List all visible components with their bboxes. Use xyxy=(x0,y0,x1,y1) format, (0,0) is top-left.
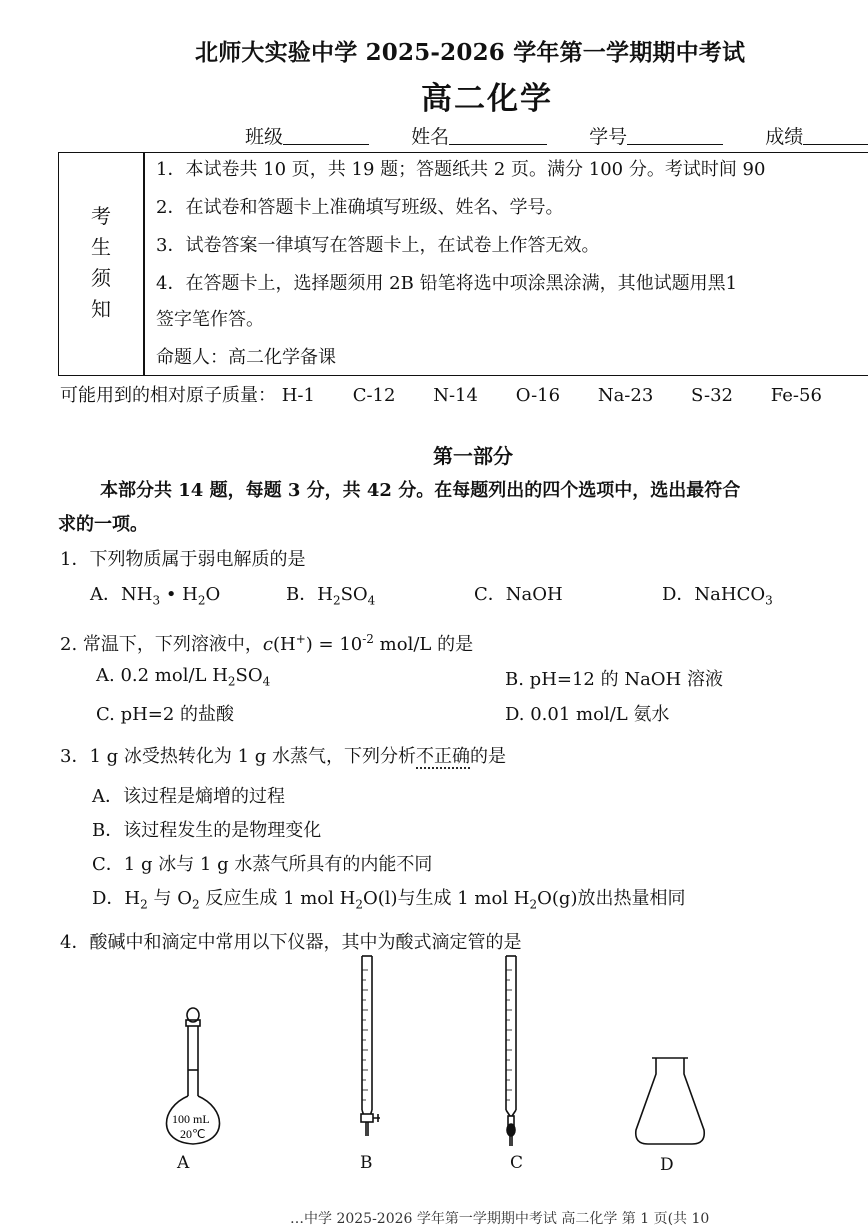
part-title: 第一部分 xyxy=(433,444,513,468)
atomic-mass-item: N-14 xyxy=(433,385,478,406)
class-blank[interactable] xyxy=(283,144,369,145)
notice-heading-char: 生 xyxy=(91,235,111,259)
q2-option-c[interactable]: C. pH=2 的盐酸 xyxy=(96,704,235,725)
flask-volume-text: 100 mL xyxy=(172,1112,210,1126)
part-instructions: 本部分共 14 题，每题 3 分，共 42 分。在每题列出的四个选项中，选出最符合 xyxy=(100,480,741,501)
q3-option-b[interactable]: B．该过程发生的是物理变化 xyxy=(92,820,322,841)
q2-option-d[interactable]: D. 0.01 mol/L 氨水 xyxy=(505,704,670,725)
part-instructions-cont: 求的一项。 xyxy=(58,514,148,535)
notice-line-3: 3．试卷答案一律填写在答题卡上，在试卷上作答无效。 xyxy=(156,235,600,256)
q1-option-b[interactable]: B．$H_2SO_4$ xyxy=(286,584,376,608)
atomic-mass-item: O-16 xyxy=(515,385,561,406)
notice-line-1: 1．本试卷共 10 页，共 19 题；答题纸共 2 页。满分 100 分。考试时间 90 xyxy=(156,159,766,180)
notice-heading-char: 考 xyxy=(91,204,111,228)
atomic-masses xyxy=(60,381,822,407)
notice-heading-char: 须 xyxy=(91,266,111,290)
base-burette-icon[interactable] xyxy=(506,956,516,1146)
page-footer: …中学 2025-2026 学年第一学期期中考试 高二化学 第 1 页(共 10 xyxy=(290,1211,710,1227)
atomic-masses-label: 可能用到的相对原子质量： xyxy=(60,385,276,406)
q2-stem: 2. 常温下，下列溶液中，$c(H^+) = 10^{-2}$ mol/L 的是 xyxy=(60,632,474,655)
q1-option-d[interactable]: D．NaHCO$_3$ xyxy=(662,584,773,608)
q2-option-b[interactable]: B. pH=12 的 NaOH 溶液 xyxy=(505,669,723,690)
q4-stem: 4．酸碱中和滴定中常用以下仪器，其中为酸式滴定管的是 xyxy=(60,932,522,953)
q4-apparatus-figure xyxy=(0,950,868,1150)
field-label-name: 姓名 xyxy=(411,126,450,148)
q1-stem: 1．下列物质属于弱电解质的是 xyxy=(60,549,306,570)
exam-notice-box xyxy=(58,152,868,376)
exam-title: 北师大实验中学 2025-2026 学年第一学期期中考试 xyxy=(195,39,746,66)
notice-divider xyxy=(143,153,145,375)
student-info-fields xyxy=(245,122,868,149)
q3-emphasis: 不正确 xyxy=(416,746,471,767)
atomic-mass-item: Na-23 xyxy=(597,385,654,406)
atomic-mass-item: H-1 xyxy=(281,385,315,406)
notice-line-2: 2．在试卷和答题卡上准确填写班级、姓名、学号。 xyxy=(156,197,564,218)
atomic-mass-item: C-12 xyxy=(352,385,396,406)
notice-author: 命题人：高二化学备课 xyxy=(156,347,336,368)
field-label-score: 成绩 xyxy=(765,126,804,148)
notice-heading-char: 知 xyxy=(91,297,111,321)
option-label-c[interactable]: C xyxy=(510,1153,524,1173)
field-label-class: 班级 xyxy=(245,126,284,148)
q1-option-a[interactable]: A．$NH_3$ • $H_2O$ xyxy=(90,584,221,608)
flask-temp-text: 20℃ xyxy=(180,1127,206,1141)
q2-option-a[interactable]: A. 0.2 mol/L $H_2SO_4$ xyxy=(96,665,271,689)
id-blank[interactable] xyxy=(627,144,723,145)
atomic-mass-item: S-32 xyxy=(691,385,734,406)
name-blank[interactable] xyxy=(449,144,547,145)
notice-heading xyxy=(59,201,143,325)
option-label-d[interactable]: D xyxy=(660,1155,674,1175)
atomic-mass-item: Fe-56 xyxy=(770,385,822,406)
q3-stem: 3．1 g 冰受热转化为 1 g 水蒸气，下列分析不正确的是 xyxy=(60,746,507,767)
q1-option-c[interactable]: C．NaOH xyxy=(474,584,563,605)
subject-title: 高二化学 xyxy=(421,81,553,117)
conical-flask-icon[interactable] xyxy=(636,1058,705,1144)
option-label-b[interactable]: B xyxy=(360,1153,373,1173)
q3-option-a[interactable]: A．该过程是熵增的过程 xyxy=(92,786,285,807)
option-label-a[interactable]: A xyxy=(177,1153,190,1173)
acid-burette-icon[interactable] xyxy=(361,956,380,1136)
notice-line-5: 签字笔作答。 xyxy=(156,309,264,330)
score-blank[interactable] xyxy=(803,144,868,145)
q3-option-c[interactable]: C．1 g 冰与 1 g 水蒸气所具有的内能不同 xyxy=(92,854,433,875)
notice-line-4: 4．在答题卡上，选择题须用 2B 铅笔将选中项涂黑涂满，其他试题用黑1 xyxy=(156,273,738,294)
q3-option-d[interactable]: D．$H_2$ 与 $O_2$ 反应生成 1 mol $H_2O(l)$与生成 1 mol $H_2O(g)$放出热量相同 xyxy=(92,888,686,912)
field-label-id: 学号 xyxy=(589,126,628,148)
